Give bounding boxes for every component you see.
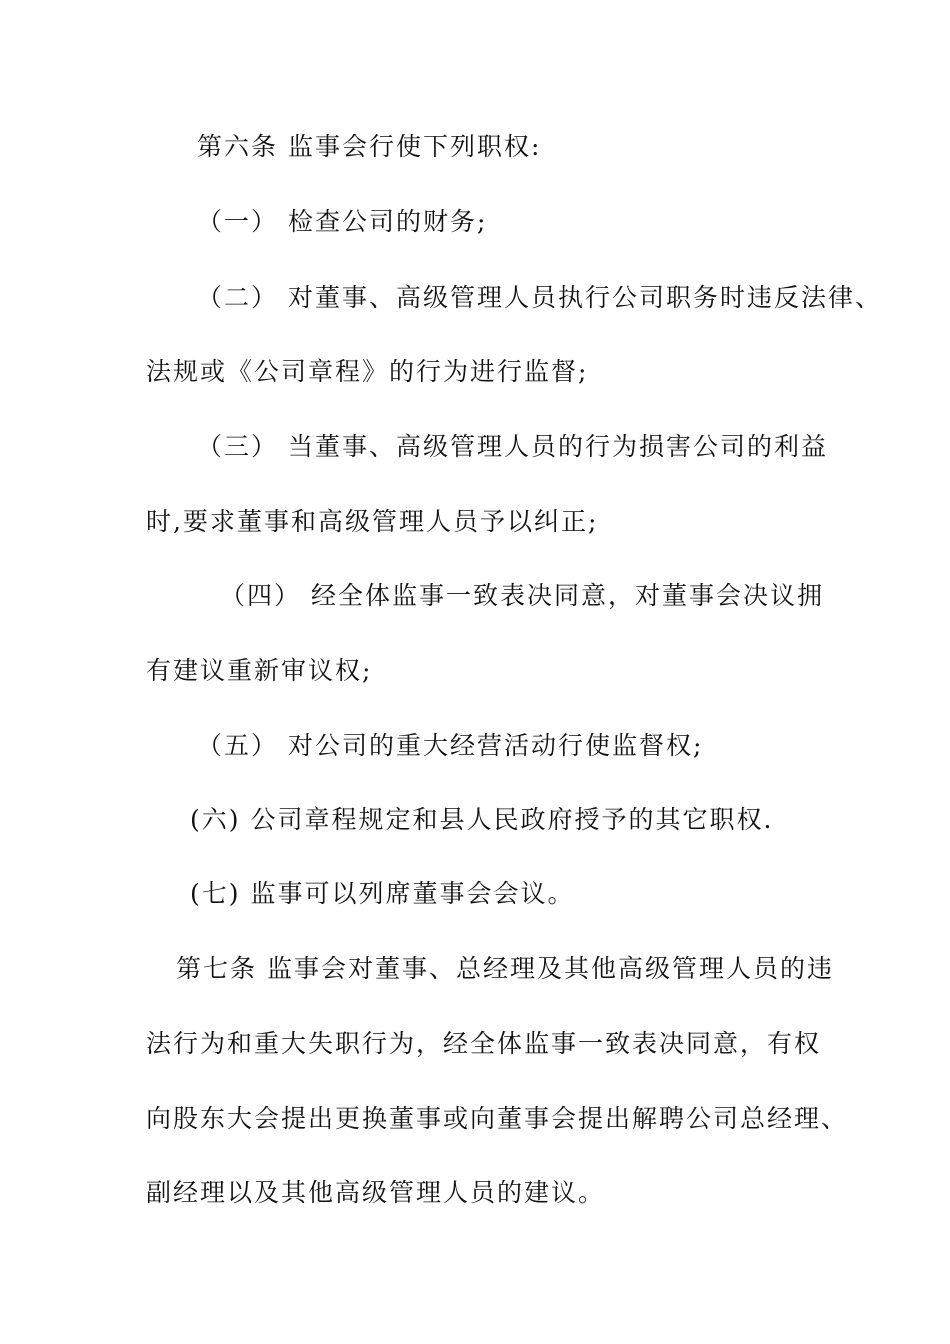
article-7-cont-1: 法行为和重大失职行为，经全体监事一致表决同意，有权 [146,1029,822,1058]
article-6-item-7: (七) 监事可以列席董事会会议。 [190,879,575,908]
article-6-item-1: （一） 检查公司的财务; [197,207,488,236]
article-6-heading: 第六条 监事会行使下列职权: [197,132,542,161]
article-6-item-4-cont: 有建议重新审议权; [146,656,373,685]
article-6-item-2: （二） 对董事、高级管理人员执行公司职务时违反法律、 [197,283,882,312]
article-7-heading: 第七条 监事会对董事、总经理及其他高级管理人员的违 [176,954,834,983]
article-7-cont-2: 向股东大会提出更换董事或向董事会提出解聘公司总经理、 [146,1104,849,1133]
article-6-item-6: (六) 公司章程规定和县人民政府授予的其它职权. [190,805,774,834]
article-6-item-4: （四） 经全体监事一致表决同意，对董事会决议拥 [220,581,824,610]
article-6-item-3-cont: 时,要求董事和高级管理人员予以纠正; [146,507,599,536]
article-7-cont-3: 副经理以及其他高级管理人员的建议。 [146,1178,606,1207]
article-6-item-5: （五） 对公司的重大经营活动行使监督权; [197,731,704,760]
article-6-item-3: （三） 当董事、高级管理人员的行为损害公司的利益 [197,432,828,461]
article-6-item-2-cont: 法规或《公司章程》的行为进行监督; [146,357,589,386]
